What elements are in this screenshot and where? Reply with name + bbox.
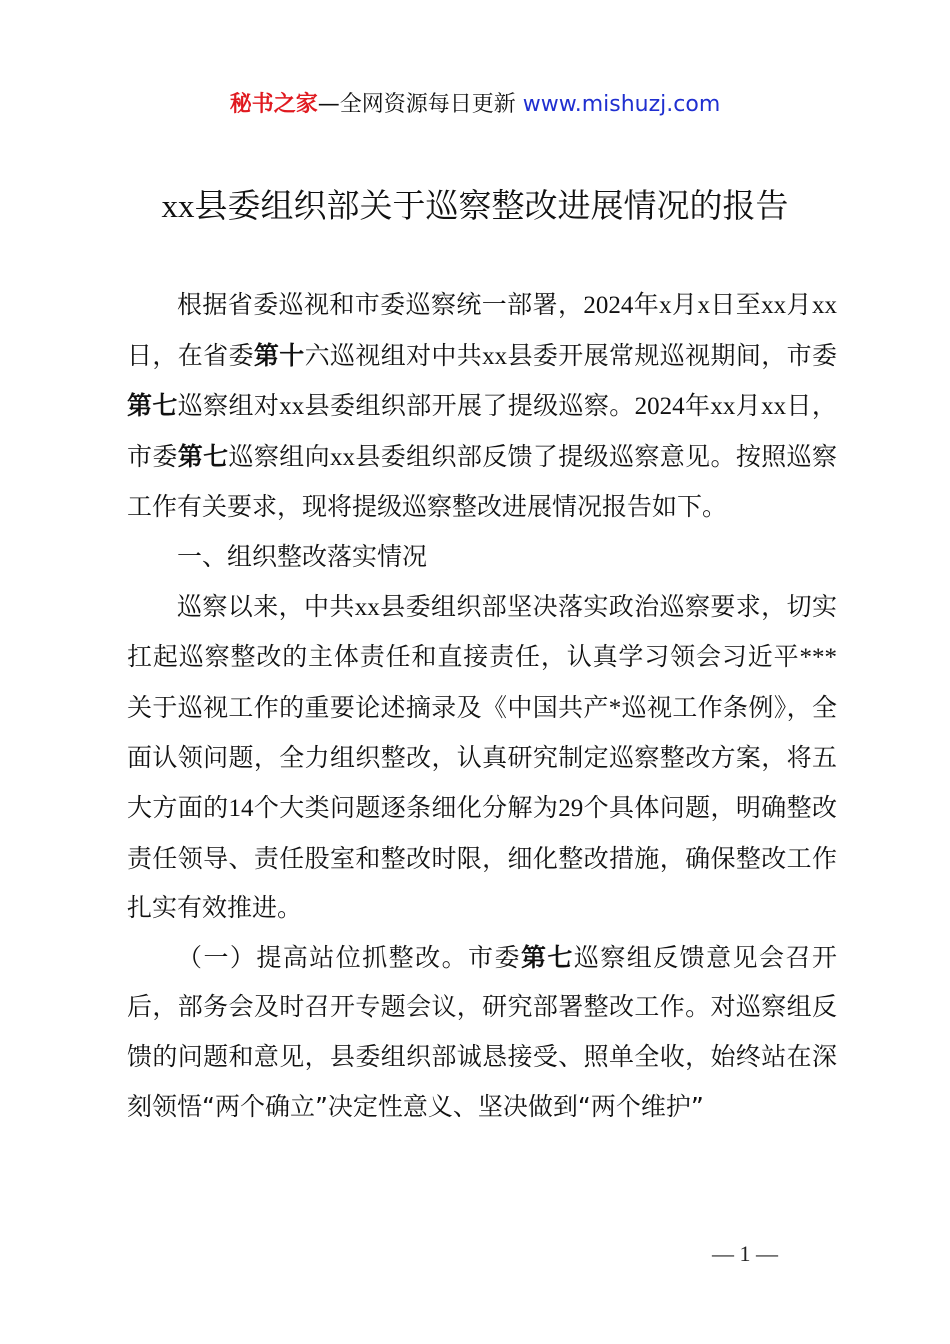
brand-name: 秘书之家 bbox=[229, 92, 318, 117]
text-run: xx bbox=[761, 393, 787, 421]
document-body bbox=[127, 280, 837, 1131]
text-run: 月 bbox=[671, 290, 698, 319]
text-run: 2024 bbox=[634, 393, 685, 421]
text-run: * bbox=[608, 694, 622, 722]
text-run: x bbox=[697, 292, 710, 319]
text-run: 个具体问题，明确整改责任领导、责任股室和整改时限，细化整改措施，确保整改工作扎实有效推进。 bbox=[127, 792, 837, 923]
bold-text-run: 第七 bbox=[520, 942, 574, 972]
text-run: 巡察组向 bbox=[228, 441, 330, 471]
bold-text-run: 第七 bbox=[177, 441, 229, 471]
text-run: 日，在省委 bbox=[127, 340, 254, 370]
text-run: 日，市委 bbox=[127, 391, 837, 471]
text-run: 巡察组对 bbox=[177, 391, 280, 421]
text-run: xx bbox=[482, 342, 508, 370]
text-run: 巡察以来，中共 bbox=[177, 591, 355, 621]
text-run: 县委开展常规巡视期间，市委 bbox=[507, 340, 837, 370]
text-run: xx bbox=[279, 393, 305, 421]
text-run: （一）提高站位抓整改。市委 bbox=[177, 942, 521, 972]
text-run: 年 bbox=[633, 290, 660, 319]
text-run: 县委组织部坚决落实政治巡察要求，切实扛起巡察整改的主体责任和直接责任，认真学习领会习近平 bbox=[127, 591, 837, 672]
document-title bbox=[0, 183, 950, 230]
bold-text-run: 第七 bbox=[127, 391, 178, 421]
text-run: 巡察组反馈意见会召开后，部务会及时召开专题会议，研究部署整改工作。对巡察组反馈的问题和意见，县委组织部诚恳接受、照单全收，始终站在深刻领悟“两个确立”决定性意义、坚决做到“两个维护” bbox=[127, 942, 837, 1121]
text-run: 六巡视组对中共 bbox=[304, 340, 483, 370]
paragraph-subsection-1 bbox=[127, 933, 837, 1131]
text-run: 月 bbox=[786, 290, 812, 319]
text-run: *** bbox=[799, 644, 837, 672]
bold-text-run: 第十 bbox=[253, 340, 305, 370]
paragraph-intro bbox=[127, 280, 837, 532]
text-run: 2024 bbox=[583, 292, 634, 319]
site-header bbox=[0, 88, 950, 122]
title-main: 县委组织部关于巡察整改进展情况的报告 bbox=[194, 186, 789, 225]
text-run: 29 bbox=[558, 794, 584, 822]
text-run: 县委组织部反馈了提级巡察意见。按照巡察工作有关要求，现将提级巡察整改进展情况报告如下。 bbox=[127, 441, 837, 522]
text-run: 个大类问题逐条细化分解为 bbox=[253, 792, 559, 822]
text-run: 根据省委巡视和市委巡察统一部署， bbox=[177, 290, 584, 319]
text-run: xx bbox=[761, 292, 787, 319]
text-run: x bbox=[659, 292, 672, 319]
text-run: 14 bbox=[228, 794, 254, 822]
paragraph-organization bbox=[127, 582, 837, 933]
text-run: xx bbox=[811, 292, 837, 319]
text-run: xx bbox=[329, 443, 355, 471]
text-run: xx bbox=[710, 393, 736, 421]
text-run: 关于巡视工作的重要论述摘录及《中国共产 bbox=[127, 692, 609, 722]
text-run: 年 bbox=[684, 391, 711, 421]
title-prefix: xx bbox=[161, 189, 195, 225]
text-run: 县委组织部开展了提级巡察。 bbox=[304, 391, 635, 421]
text-run: 巡视工作条例》，全面认领问题，全力组织整改，认真研究制定巡察整改方案，将五大方面的 bbox=[127, 692, 837, 822]
page-number: — 1 — bbox=[712, 1241, 778, 1266]
text-run: xx bbox=[354, 593, 380, 621]
website-link[interactable]: www.mishuzj.com bbox=[522, 92, 721, 117]
section-heading: 一、组织整改落实情况 bbox=[177, 541, 428, 571]
text-run: 日至 bbox=[709, 290, 762, 319]
header-slogan: —全网资源每日更新 bbox=[317, 92, 516, 117]
text-run: 月 bbox=[735, 391, 762, 421]
